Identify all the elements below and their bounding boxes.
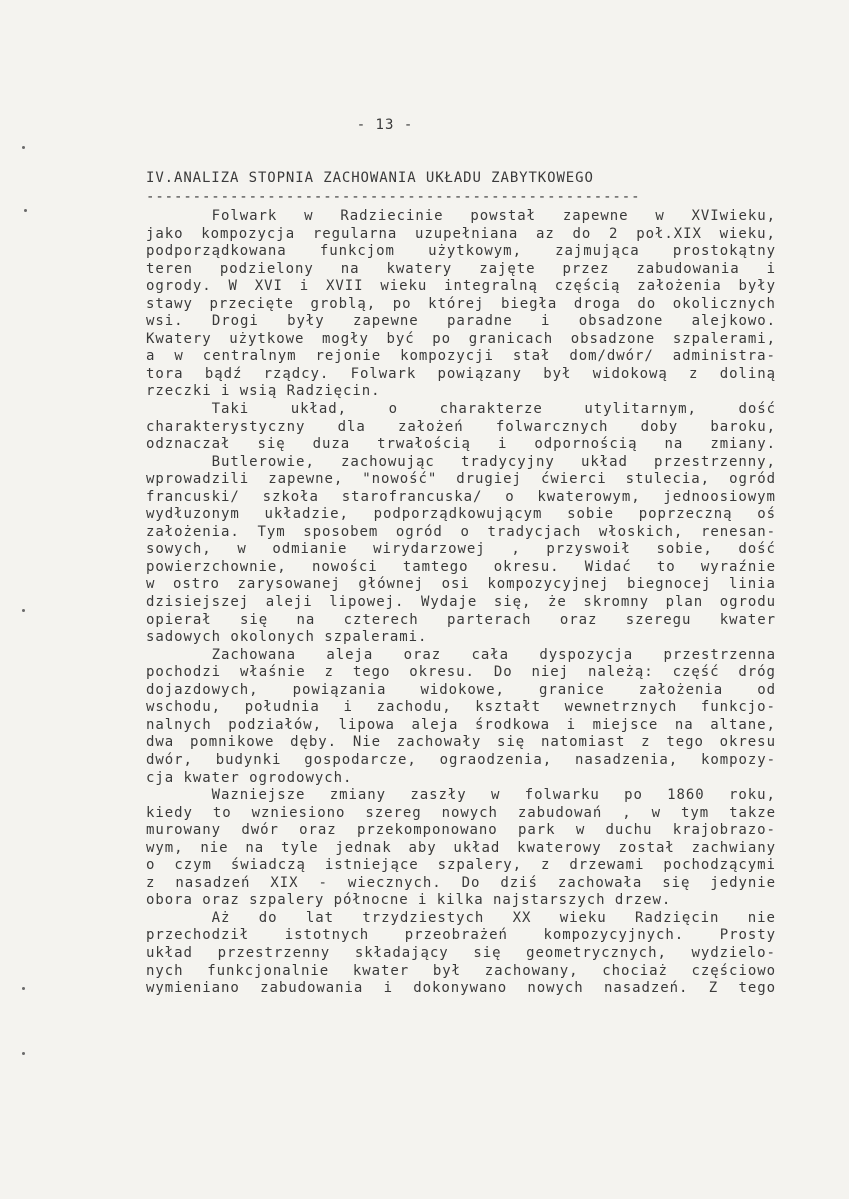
text-line: francuski/ szkoła starofrancuska/ o kwaterowym, jednoosiowym: [146, 488, 776, 505]
text-line: Taki układ, o charakterze utylitarnym, dość: [146, 401, 776, 418]
text-line: dojazdowych, powiązania widokowe, granice założenia od: [146, 681, 776, 698]
text-line: w ostro zarysowanej głównej osi kompozycyjnej biegnocej linia: [146, 576, 776, 593]
text-line: rzeczki i wsią Radzięcin.: [146, 383, 381, 400]
scan-speck: [24, 209, 27, 212]
text-line: wym, nie na tyle jednak aby układ kwaterowy został zachwiany: [146, 839, 776, 856]
text-line: przechodził istotnych przeobrażeń kompozycyjnych. Prosty: [146, 927, 776, 944]
text-line: powierzchownie, nowości tamtego okresu. Widać to wyraźnie: [146, 558, 776, 575]
text-line: nalnych podziałów, lipowa aleja środkowa i miejsce na altane,: [146, 716, 776, 733]
text-line: nych funkcjonalnie kwater był zachowany, chociaż częściowo: [146, 962, 776, 979]
text-line: o czym świadczą istniejące szpalery, z drzewami pochodzącymi: [146, 857, 776, 874]
text-line: teren podzielony na kwatery zajęte przez zabudowania i: [146, 260, 776, 277]
text-line: a w centralnym rejonie kompozycji stał dom/dwór/ administra-: [146, 348, 776, 365]
text-line: dzisiejszej aleji lipowej. Wydaje się, że skromny plan ogrodu: [146, 594, 776, 611]
text-line: kiedy to wzniesiono szereg nowych zabudowań , w tym takze: [146, 804, 776, 821]
text-line: wsi. Drogi były zapewne paradne i obsadzone alejkowo.: [146, 313, 776, 330]
text-line: z nasadzeń XIX - wiecznych. Do dziś zachowała się jedynie: [146, 874, 776, 891]
text-line: wymieniano zabudowania i dokonywano nowych nasadzeń. Z tego: [146, 980, 776, 997]
text-line: Wazniejsze zmiany zaszły w folwarku po 1860 roku,: [146, 787, 776, 804]
text-line: tora bądź rządcy. Folwark powiązany był widokową z doliną: [146, 365, 776, 382]
text-line: stawy przecięte groblą, po której biegła droga do okolicznych: [146, 295, 776, 312]
text-line: sowych, w odmianie wirydarzowej , przyswoił sobie, dość: [146, 541, 776, 558]
text-line: odznaczał się duza trwałością i odpornością na zmiany.: [146, 436, 776, 453]
scan-speck: [22, 987, 25, 990]
text-line: charakterystyczny dla założeń folwarcznych doby baroku,: [146, 418, 776, 435]
scan-speck: [22, 609, 25, 612]
text-line: murowany dwór oraz przekomponowano park w duchu krajobrazo-: [146, 822, 776, 839]
text-line: założenia. Tym sposobem ogród o tradycjach włoskich, renesan-: [146, 523, 776, 540]
scan-speck: [22, 1052, 25, 1055]
text-line: Folwark w Radziecinie powstał zapewne w XVIwieku,: [146, 208, 776, 224]
section-heading: IV.ANALIZA STOPNIA ZACHOWANIA UKŁADU ZABYTKOWEGO: [146, 170, 594, 186]
text-line: opierał się na czterech parterach oraz szeregu kwater: [146, 611, 776, 628]
text-line: obora oraz szpalery północne i kilka najstarszych drzew.: [146, 892, 672, 909]
text-line: układ przestrzenny składający się geometrycznych, wydzielo-: [146, 944, 776, 961]
text-line: dwór, budynki gospodarcze, ograodzenia, nasadzenia, kompozy-: [146, 751, 776, 768]
text-line: cja kwater ogrodowych.: [146, 769, 353, 786]
text-line: Aż do lat trzydziestych XX wieku Radzięcin nie: [146, 909, 776, 926]
text-line: podporządkowana funkcjom użytkowym, zajmująca prostokątny: [146, 243, 776, 260]
text-line: jako kompozycja regularna uzupełniana az do 2 poł.XIX wieku,: [146, 225, 776, 242]
text-line: wydłuzonym układzie, podporządkowującym sobie poprzeczną oś: [146, 506, 776, 523]
text-line: Butlerowie, zachowując tradycyjny układ przestrzenny,: [146, 453, 776, 470]
text-line: dwa pomnikowe dęby. Nie zachowały się natomiast z tego okresu: [146, 734, 776, 751]
page-number: - 13 -: [356, 117, 414, 133]
body-text: [146, 208, 776, 998]
heading-underline: -----------------------------------------------------: [146, 189, 641, 205]
text-line: pochodzi właśnie z tego okresu. Do niej należą: część dróg: [146, 664, 776, 681]
text-line: wprowadzili zapewne, "nowość" drugiej ćwierci stulecia, ogród: [146, 471, 776, 488]
text-line: ogrody. W XVI i XVII wieku integralną częścią założenia były: [146, 278, 776, 295]
text-line: Zachowana aleja oraz cała dyspozycja przestrzenna: [146, 646, 776, 663]
text-line: sadowych okolonych szpalerami.: [146, 629, 428, 646]
text-line: Kwatery użytkowe mogły być po granicach obsadzone szpalerami,: [146, 330, 776, 347]
text-line: wschodu, południa i zachodu, kształt wewnetrznych funkcjo-: [146, 699, 776, 716]
scan-speck: [22, 146, 25, 149]
